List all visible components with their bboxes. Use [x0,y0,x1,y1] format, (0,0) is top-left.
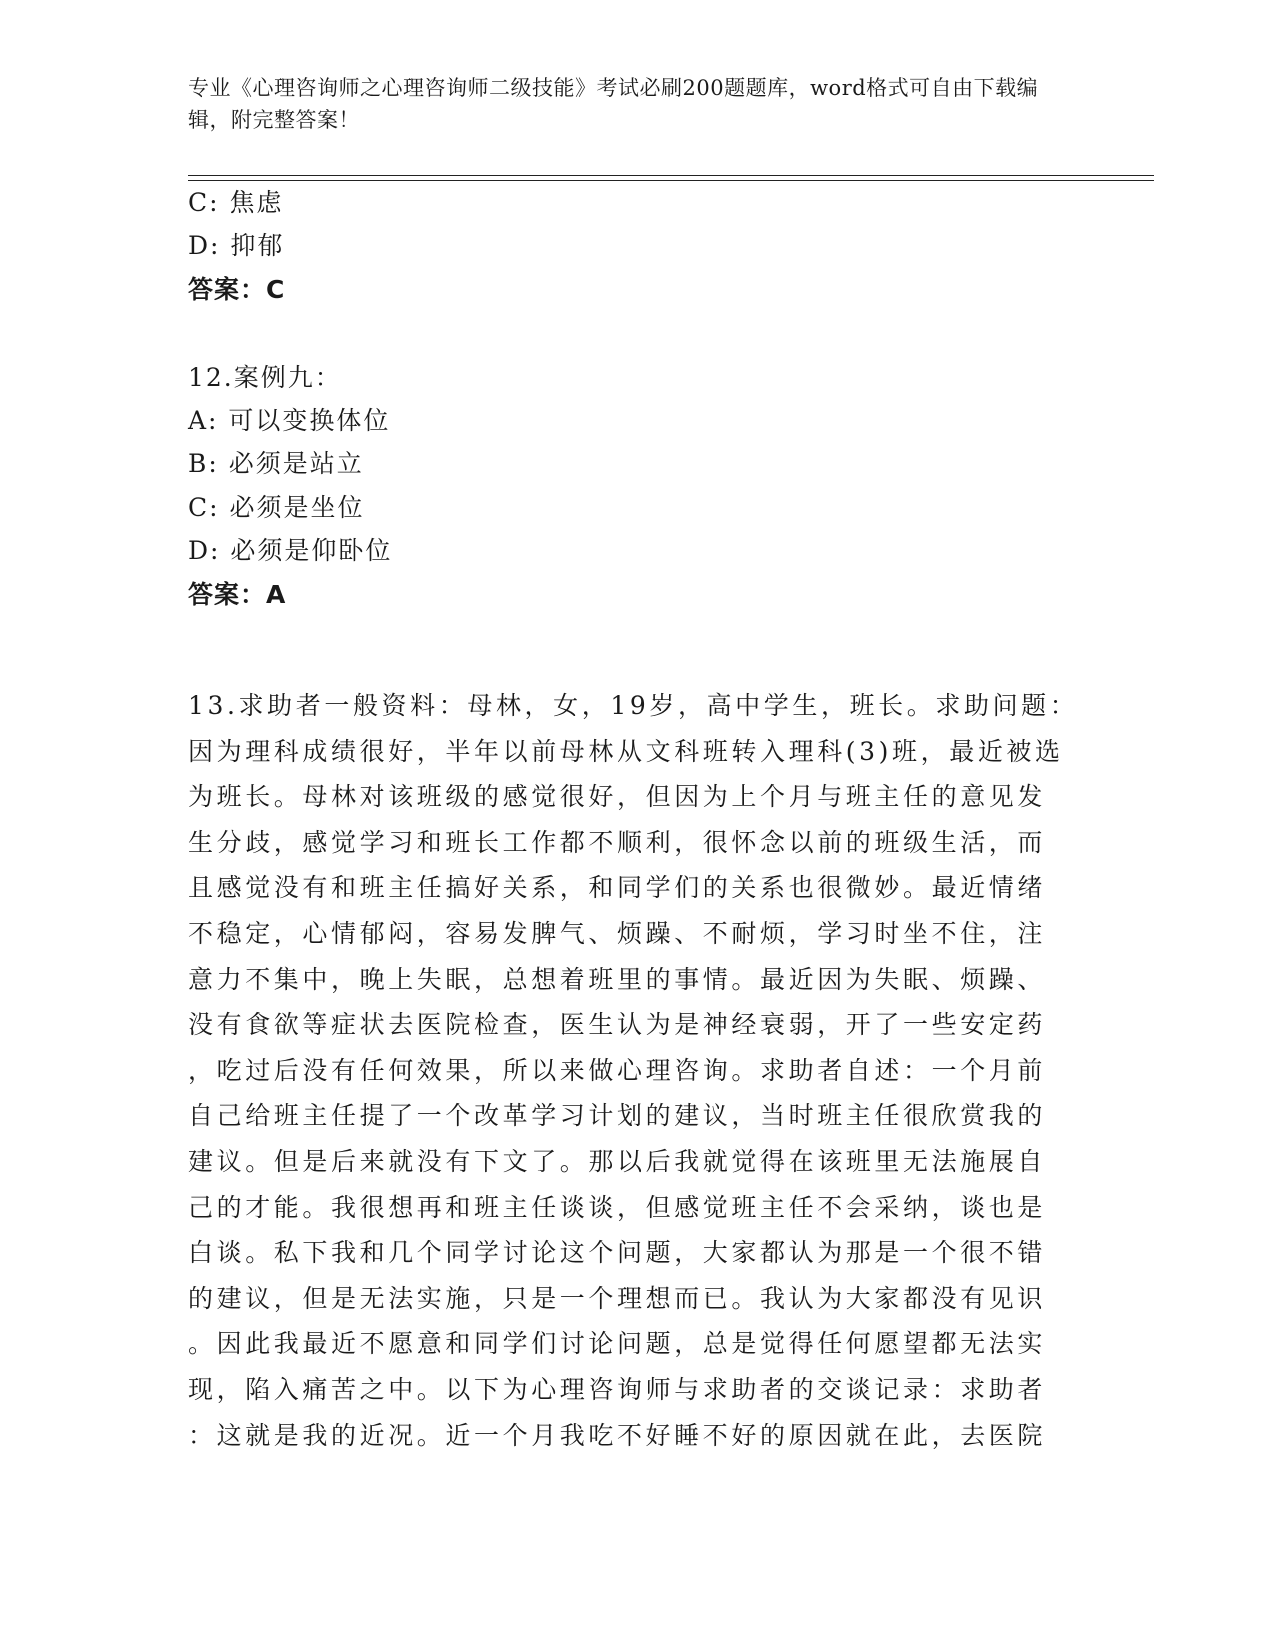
q12-option-b: B: 必须是站立 [188,449,364,478]
q13-line: 13.求助者一般资料：母林，女，19岁，高中学生，班长。求助问题： [188,691,1079,720]
q11-answer: 答案：C [188,275,286,304]
q13-line: 建议。但是后来就没有下文了。那以后我就觉得在该班里无法施展自 [188,1146,1047,1176]
q12-option-d: D: 必须是仰卧位 [188,536,393,565]
q12-question: 12.案例九： [188,363,342,392]
q13-line: 白谈。私下我和几个同学讨论这个问题，大家都认为那是一个很不错 [188,1238,1047,1268]
q12-answer: 答案：A [188,580,287,609]
q13-line: 现，陷入痛苦之中。以下为心理咨询师与求助者的交谈记录：求助者 [188,1374,1047,1404]
q13-line: 生分歧，感觉学习和班长工作都不顺利，很怀念以前的班级生活，而 [188,827,1047,857]
q13-question-paragraph [188,683,1079,1458]
q13-line: 。因此我最近不愿意和同学们讨论问题，总是觉得任何愿望都无法实 [188,1329,1047,1359]
q13-line: 的建议，但是无法实施，只是一个理想而已。我认为大家都没有见识 [188,1283,1047,1313]
q12-option-a: A: 可以变换体位 [188,406,391,435]
q11-option-d: D: 抑郁 [188,231,285,260]
q13-line: 且感觉没有和班主任搞好关系，和同学们的关系也很微妙。最近情绪 [188,873,1047,903]
header-divider-top [188,175,1154,176]
q13-line: ：这就是我的近况。近一个月我吃不好睡不好的原因就在此，去医院 [188,1420,1047,1450]
q13-line: 自己给班主任提了一个改革学习计划的建议，当时班主任很欣赏我的 [188,1101,1047,1131]
q13-line: 没有食欲等症状去医院检查，医生认为是神经衰弱，开了一些安定药 [188,1010,1047,1040]
q13-line: 不稳定，心情郁闷，容易发脾气、烦躁、不耐烦，学习时坐不住，注 [188,918,1047,948]
header-divider-bottom [188,180,1154,181]
q13-line: 己的才能。我很想再和班主任谈谈，但感觉班主任不会采纳，谈也是 [188,1192,1047,1222]
q13-line: 意力不集中，晚上失眠，总想着班里的事情。最近因为失眠、烦躁、 [188,964,1047,994]
q11-option-c: C: 焦虑 [188,188,284,217]
document-header: 专业《心理咨询师之心理咨询师二级技能》考试必刷200题题库，word格式可自由下载编辑，附完整答案！ [188,76,1039,132]
q12-option-c: C: 必须是坐位 [188,493,365,522]
q13-line: ，吃过后没有任何效果，所以来做心理咨询。求助者自述：一个月前 [188,1055,1047,1085]
q13-line: 为班长。母林对该班级的感觉很好，但因为上个月与班主任的意见发 [188,782,1047,812]
q13-line: 因为理科成绩很好，半年以前母林从文科班转入理科(3)班，最近被选 [188,736,1064,766]
